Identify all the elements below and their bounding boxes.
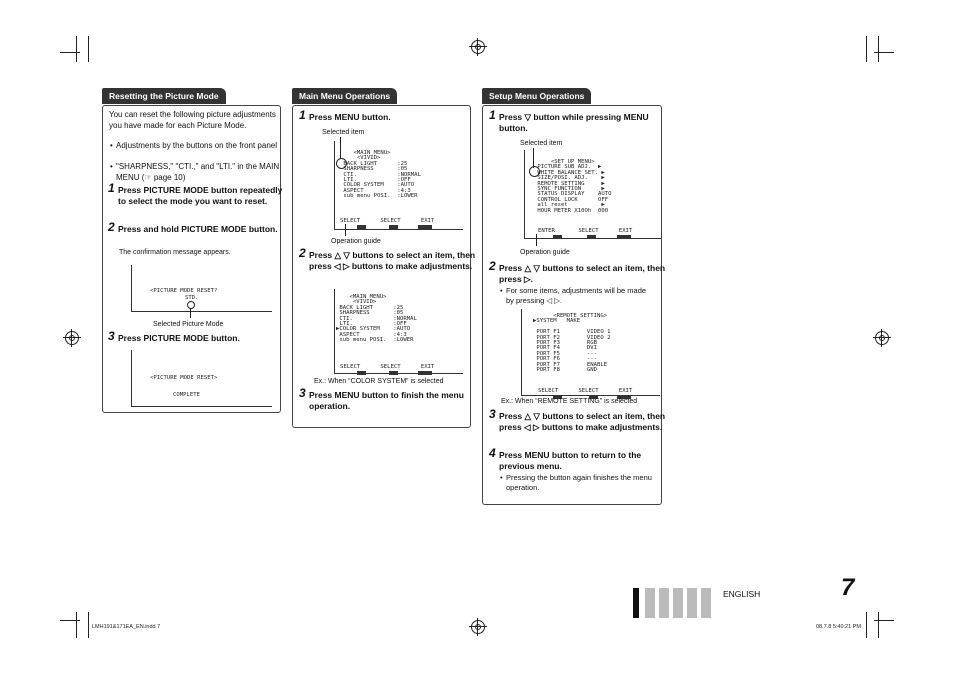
- bullet-item: • "SHARPNESS," "CTI.," and "LTI." in the MAIN MENU (☞ page 10): [110, 162, 280, 182]
- step-2: 2 Press △ ▽ buttons to select an item, then press ▷.: [489, 259, 666, 284]
- selected-item-label: Selected item: [322, 129, 365, 136]
- menu-text: <MAIN MENU> <VIVID> BACK LIGHT :25 SHARPNESS :05 CTI. :NORMAL LTI. :OFF ▶COLOR SYSTEM :AUTO ASPECT :4:3 sub menu POSI. :LOWER: [336, 294, 417, 344]
- page-number: 7: [841, 574, 855, 601]
- step-2: 2 Press and hold PICTURE MODE button.: [108, 220, 278, 234]
- key-icon: [553, 228, 562, 246]
- bullet-item: • For some items, adjustments will be made by pressing ◁ ▷.: [500, 286, 647, 305]
- crop-mark: [866, 612, 867, 638]
- pointer-line: [345, 224, 346, 236]
- example-caption: Ex.: When “COLOR SYSTEM” is selected: [314, 378, 444, 385]
- screen-text: COMPLETE: [173, 392, 200, 398]
- gray-stripe: [687, 588, 697, 618]
- selection-circle: [187, 301, 195, 309]
- step-1: 1 Press ▽ button while pressing MENU button.: [489, 108, 649, 133]
- step-1: 1 Press PICTURE MODE button repeatedly to select the mode you want to reset.: [108, 181, 283, 206]
- operation-guide-label: Operation guide: [331, 238, 381, 245]
- crop-mark: [60, 52, 80, 53]
- crop-mark: [76, 612, 77, 638]
- key-icon: [617, 228, 631, 246]
- registration-mark-icon: [471, 40, 485, 54]
- section-tab-main-menu: Main Menu Operations: [292, 88, 397, 104]
- step-2-note: The confirmation message appears.: [119, 249, 231, 256]
- screen-text: STD.: [185, 295, 199, 301]
- registration-mark-icon: [471, 620, 485, 634]
- gray-stripe: [645, 588, 655, 618]
- screen-text: <PICTURE MODE RESET?: [150, 288, 218, 294]
- crop-mark: [866, 36, 867, 62]
- operation-guide-bar: SELECT SELECT EXIT: [340, 218, 435, 224]
- crop-mark: [878, 36, 879, 62]
- example-caption: Ex.: When “REMOTE SETTING” is selected: [501, 398, 638, 405]
- crop-mark: [88, 36, 89, 62]
- menu-text: <SET UP MENU> PICTURE SUB ADJ. ▶ WHITE BALANCE SET. ▶ SIZE/POSI. ADJ. ▶ REMOTE SETTING ▶ SYNC FUNCTION ▶ STATUS DISPLAY AUTO CONTROL LOCK OFF all reset ▶ HOUR METER X10Oh 000: [537, 159, 612, 214]
- step-1: 1 Press MENU button.: [299, 108, 391, 122]
- operation-guide-bar: SELECT SELECT EXIT: [538, 388, 633, 394]
- operation-guide-label: Operation guide: [520, 249, 570, 256]
- pointer-line: [536, 234, 537, 246]
- bullet-item: • Pressing the button again finishes the menu operation.: [500, 473, 652, 492]
- key-icon: [389, 218, 398, 236]
- crop-mark: [88, 612, 89, 638]
- step-4: 4 Press MENU button to return to the previous menu.: [489, 446, 642, 471]
- intro-text: You can reset the following picture adjustments you have made for each Picture Mode.: [109, 110, 276, 130]
- menu-text: <MAIN MENU> <VIVID> BACK LIGHT :25 SHARPNESS :05 CTI. :NORMAL LTI. :OFF COLOR SYSTEM :AUTO ASPECT :4:3 sub menu POSI. :LOWER: [343, 150, 421, 200]
- color-bar-black: [633, 588, 639, 618]
- key-icon: [418, 218, 432, 236]
- language-label: ENGLISH: [723, 589, 761, 599]
- step-3: 3 Press △ ▽ buttons to select an item, then press ◁ ▷ buttons to make adjustments.: [489, 407, 666, 432]
- crop-mark: [878, 612, 879, 638]
- registration-mark-icon: [65, 331, 79, 345]
- pointer-line: [190, 308, 191, 318]
- key-icon: [357, 218, 366, 236]
- crop-mark: [874, 620, 894, 621]
- gray-stripe: [701, 588, 711, 618]
- crop-mark: [874, 52, 894, 53]
- registration-mark-icon: [875, 331, 889, 345]
- step-3: 3 Press PICTURE MODE button.: [108, 329, 240, 343]
- file-info: LMH191&171EA_EN.indd 7: [92, 624, 161, 630]
- step-2: 2 Press △ ▽ buttons to select an item, then press ◁ ▷ buttons to make adjustments.: [299, 246, 476, 271]
- gray-stripe: [659, 588, 669, 618]
- step-3: 3 Press MENU button to finish the menu operation.: [299, 386, 464, 411]
- menu-text: <REMOTE SETTING> ▶SYSTEM MAKE PORT F1 VIDEO 1 PORT F2 VIDEO 2 PORT F3 RGB PORT F4 DVI PORT F5 --- PORT F6 --- PORT F7 ENABLE PORT F8 GND: [533, 313, 611, 374]
- screen-text: <PICTURE MODE RESET>: [150, 375, 218, 381]
- selected-item-label: Selected item: [520, 140, 563, 147]
- operation-guide-bar: SELECT SELECT EXIT: [340, 364, 435, 370]
- crop-mark: [60, 620, 80, 621]
- section-tab-resetting: Resetting the Picture Mode: [102, 88, 226, 104]
- crop-mark: [76, 36, 77, 62]
- timestamp: 08.7.8 5:40:21 PM: [816, 624, 861, 630]
- operation-guide-bar: ENTER SELECT EXIT: [538, 228, 633, 234]
- screen-caption: Selected Picture Mode: [153, 321, 224, 328]
- bullet-item: • Adjustments by the buttons on the front panel: [110, 141, 277, 150]
- section-tab-setup-menu: Setup Menu Operations: [482, 88, 591, 104]
- key-icon: [587, 228, 596, 246]
- gray-stripe: [673, 588, 683, 618]
